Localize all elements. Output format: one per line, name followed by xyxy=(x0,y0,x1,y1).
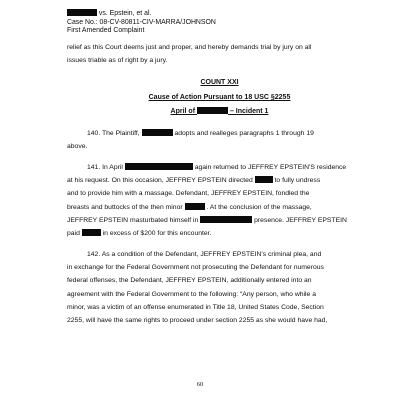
redaction-bar xyxy=(142,129,173,136)
paragraph-142 xyxy=(67,248,372,328)
text-fragment: breasts and buttocks of the then minor xyxy=(67,203,183,211)
count-title: COUNT XXI xyxy=(200,79,239,87)
text-fragment: 141. In April xyxy=(87,163,123,171)
caption-parties: vs. Epstein, et al. xyxy=(98,10,152,17)
text-fragment: to fully undress xyxy=(274,177,321,184)
text-line xyxy=(67,227,372,240)
text-fragment: adopts and realleges paragraphs 1 through 19 xyxy=(174,129,314,137)
incident-heading xyxy=(67,105,372,120)
redaction-bar xyxy=(67,9,97,16)
redaction-bar xyxy=(125,163,193,170)
text-line: federal offenses, the Defendant, JEFFREY EPSTEIN, additionally entered into an xyxy=(67,277,312,285)
text-fragment: again returned to JEFFREY EPSTEIN'S residence xyxy=(194,163,347,171)
paragraph-140 xyxy=(67,127,372,154)
text-line xyxy=(67,161,372,174)
page-number: 60 xyxy=(196,381,204,388)
text-line: and to provide him with a massage. Defendant, JEFFREY EPSTEIN, fondled the xyxy=(67,190,310,198)
text-fragment: 140. The Plaintiff, xyxy=(87,129,140,137)
text-line: minor, was a victim of an offense enumerated in Title 18, United States Code, Section xyxy=(67,304,324,312)
text-fragment: at his request. On this occasion, JEFFREY EPSTEIN directed xyxy=(67,177,253,184)
text-line: above. xyxy=(67,143,88,151)
text-line: agreement with the Federal Government to the following: “Any person, who while a xyxy=(67,290,316,298)
text-line: 142. As a condition of the Defendant, JEFFREY EPSTEIN's criminal plea, and xyxy=(87,250,322,258)
text-line xyxy=(67,201,372,214)
text-line xyxy=(67,127,372,140)
text-fragment: paid xyxy=(67,230,80,238)
redaction-bar xyxy=(197,107,228,114)
incident-suffix: – Incident 1 xyxy=(229,108,269,116)
count-heading xyxy=(67,76,372,120)
incident-prefix: April of xyxy=(170,108,196,116)
redaction-bar xyxy=(82,229,101,236)
text-line xyxy=(67,174,372,187)
text-fragment: JEFFREY EPSTEIN masturbated himself in xyxy=(67,217,199,225)
caption-header xyxy=(67,9,372,36)
case-number: Case No.: 08-CV-80811-CIV-MARRA/JOHNSON xyxy=(67,18,216,26)
text-fragment: . At the conclusion of the massage, xyxy=(206,203,312,211)
text-line: 2255, will have the same rights to proceed under section 2255 as she would have had, xyxy=(67,317,328,325)
text-line xyxy=(67,214,372,227)
text-fragment: presence. JEFFREY EPSTEIN xyxy=(254,217,347,225)
intro-paragraph xyxy=(67,41,372,68)
cause-heading: Cause of Action Pursuant to 18 USC §2255 xyxy=(148,93,291,101)
redaction-bar xyxy=(255,176,273,183)
paragraph-141 xyxy=(67,161,372,241)
text-line: issues triable as of right by a jury. xyxy=(67,57,168,65)
text-line: relief as this Court deems just and proper, and hereby demands trial by jury on all xyxy=(67,43,312,51)
redaction-bar xyxy=(185,203,205,210)
caption-line xyxy=(67,9,372,19)
redaction-bar xyxy=(200,216,252,223)
document-title: First Amended Complaint xyxy=(67,27,145,35)
text-line: in exchange for the Federal Government not prosecuting the Defendant for numerous xyxy=(67,264,324,272)
text-fragment: in excess of $200 for this encounter. xyxy=(102,230,212,238)
